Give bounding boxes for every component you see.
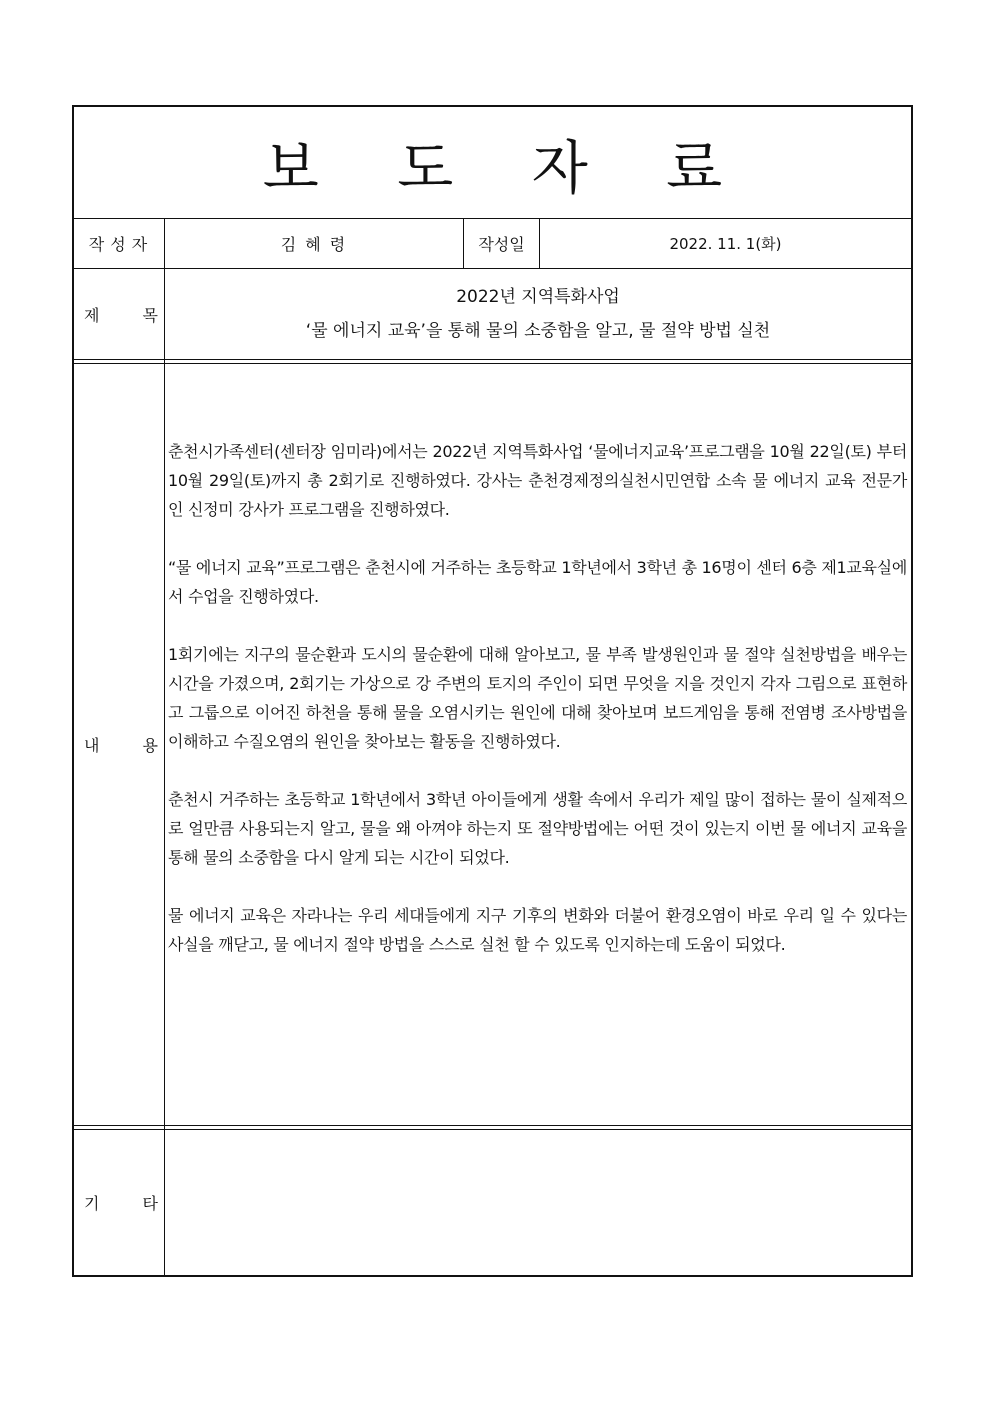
- subject-line-1: 2022년 지역특화사업: [456, 287, 620, 307]
- content-paragraph: 물 에너지 교육은 자라나는 우리 세대들에게 지구 기후의 변화와 더불어 환경오염이 바로 우리 일 수 있다는 사실을 깨닫고, 물 에너지 절약 방법을 스스로 실천 할 수 있도록 인지하는데 도움이 되었다.: [168, 906, 907, 954]
- date-value: 2022. 11. 1(화): [669, 234, 782, 253]
- etc-value: [165, 1129, 911, 1275]
- subject-line-2: ‘물 에너지 교육’을 통해 물의 소중함을 알고, 물 절약 방법 실천: [305, 321, 771, 341]
- content-paragraph: “물 에너지 교육”프로그램은 춘천시에 거주하는 초등학교 1학년에서 3학년 총 16명이 센터 6층 제1교육실에서 수업을 진행하였다.: [168, 558, 907, 606]
- subject-label: 제 목: [84, 305, 158, 325]
- press-release-document: [72, 105, 913, 1277]
- content-paragraph: 춘천시가족센터(센터장 임미라)에서는 2022년 지역특화사업 ‘물에너지교육’프로그램을 10월 22일(토) 부터 10월 29일(토)까지 총 2회기로 진행하였다. 강사는 춘천경제정의실천시민연합 소속 물 에너지 교육 전문가인 신정미 강사가 프로그램을 진행하였다.: [168, 442, 907, 519]
- content-paragraph: 1회기에는 지구의 물순환과 도시의 물순환에 대해 알아보고, 물 부족 발생원인과 물 절약 실천방법을 배우는 시간을 가졌으며, 2회기는 가상으로 강 주변의 토지의 주인이 되면 무엇을 지을 것인지 각자 그림으로 표현하고 그룹으로 이어진 하천을 통해 물을 오염시키는 원인에 대해 찾아보며 보드게임을 통해 전염병 조사방법을 이해하고 수질오염의 원인을 찾아보는 활동을 진행하였다.: [168, 645, 907, 751]
- etc-label: 기 타: [84, 1193, 158, 1213]
- author-label: 작 성 자: [88, 234, 154, 254]
- author-value: 김 혜 령: [280, 234, 348, 254]
- content-label: 내 용: [84, 735, 158, 755]
- date-label: 작성일: [478, 234, 525, 254]
- content-body: [168, 437, 907, 988]
- content-paragraph: 춘천시 거주하는 초등학교 1학년에서 3학년 아이들에게 생활 속에서 우리가 제일 많이 접하는 물이 실제적으로 얼만큼 사용되는지 알고, 물을 왜 아껴야 하는지 또 절약방법에는 어떤 것이 있는지 이번 물 에너지 교육을 통해 물의 소중함을 다시 알게 되는 시간이 되었다.: [168, 790, 907, 867]
- subject: [165, 269, 911, 359]
- document-title: 보 도 자 료: [262, 133, 753, 202]
